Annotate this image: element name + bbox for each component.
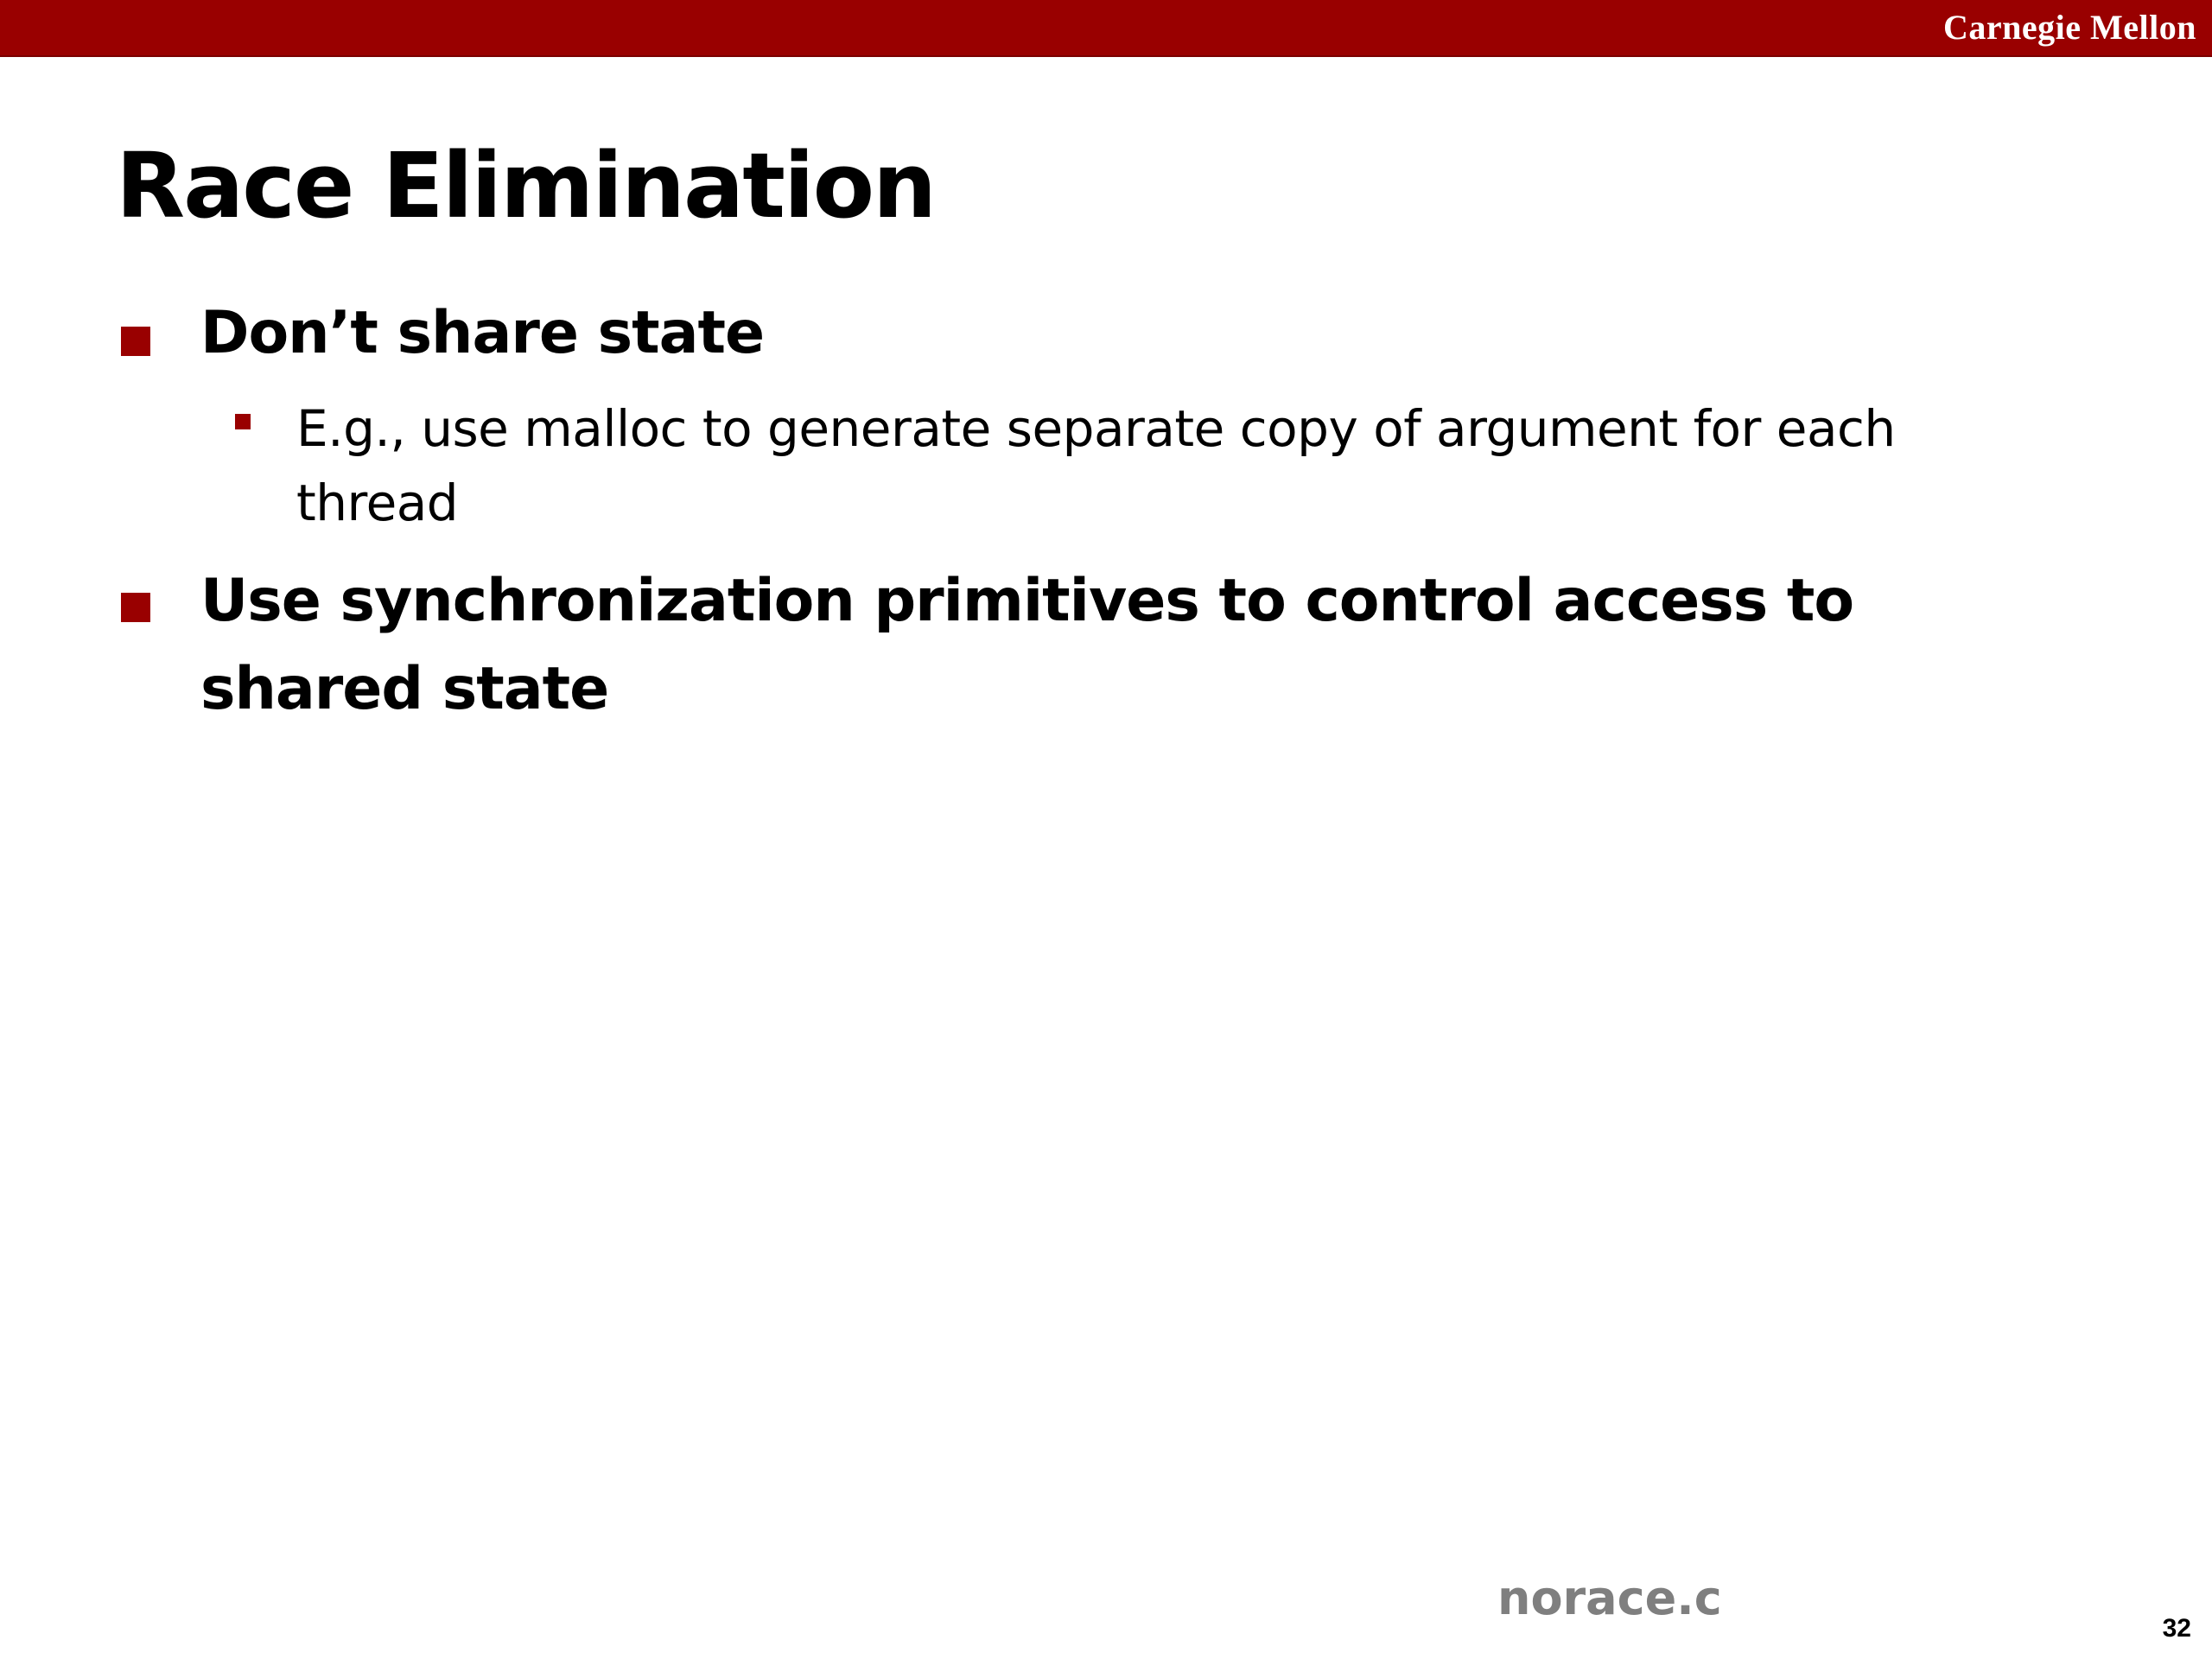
bullet-text: Use synchronization primitives to control access to shared state [200,567,1854,723]
source-filename: norace.c [1497,1571,1722,1625]
bullet-square-icon [121,327,150,356]
bullet-square-icon [121,593,150,622]
subbullet-square-icon [235,414,251,429]
brand-name: Carnegie Mellon [1943,8,2196,47]
bullet-text: Don’t share state [200,299,765,367]
subbullet-text: E.g., use malloc to generate separate copy of argument for each thread [296,399,1896,532]
page-number: 32 [2162,1614,2191,1643]
slide-title: Race Elimination [116,133,936,238]
header-bar [0,0,2212,57]
